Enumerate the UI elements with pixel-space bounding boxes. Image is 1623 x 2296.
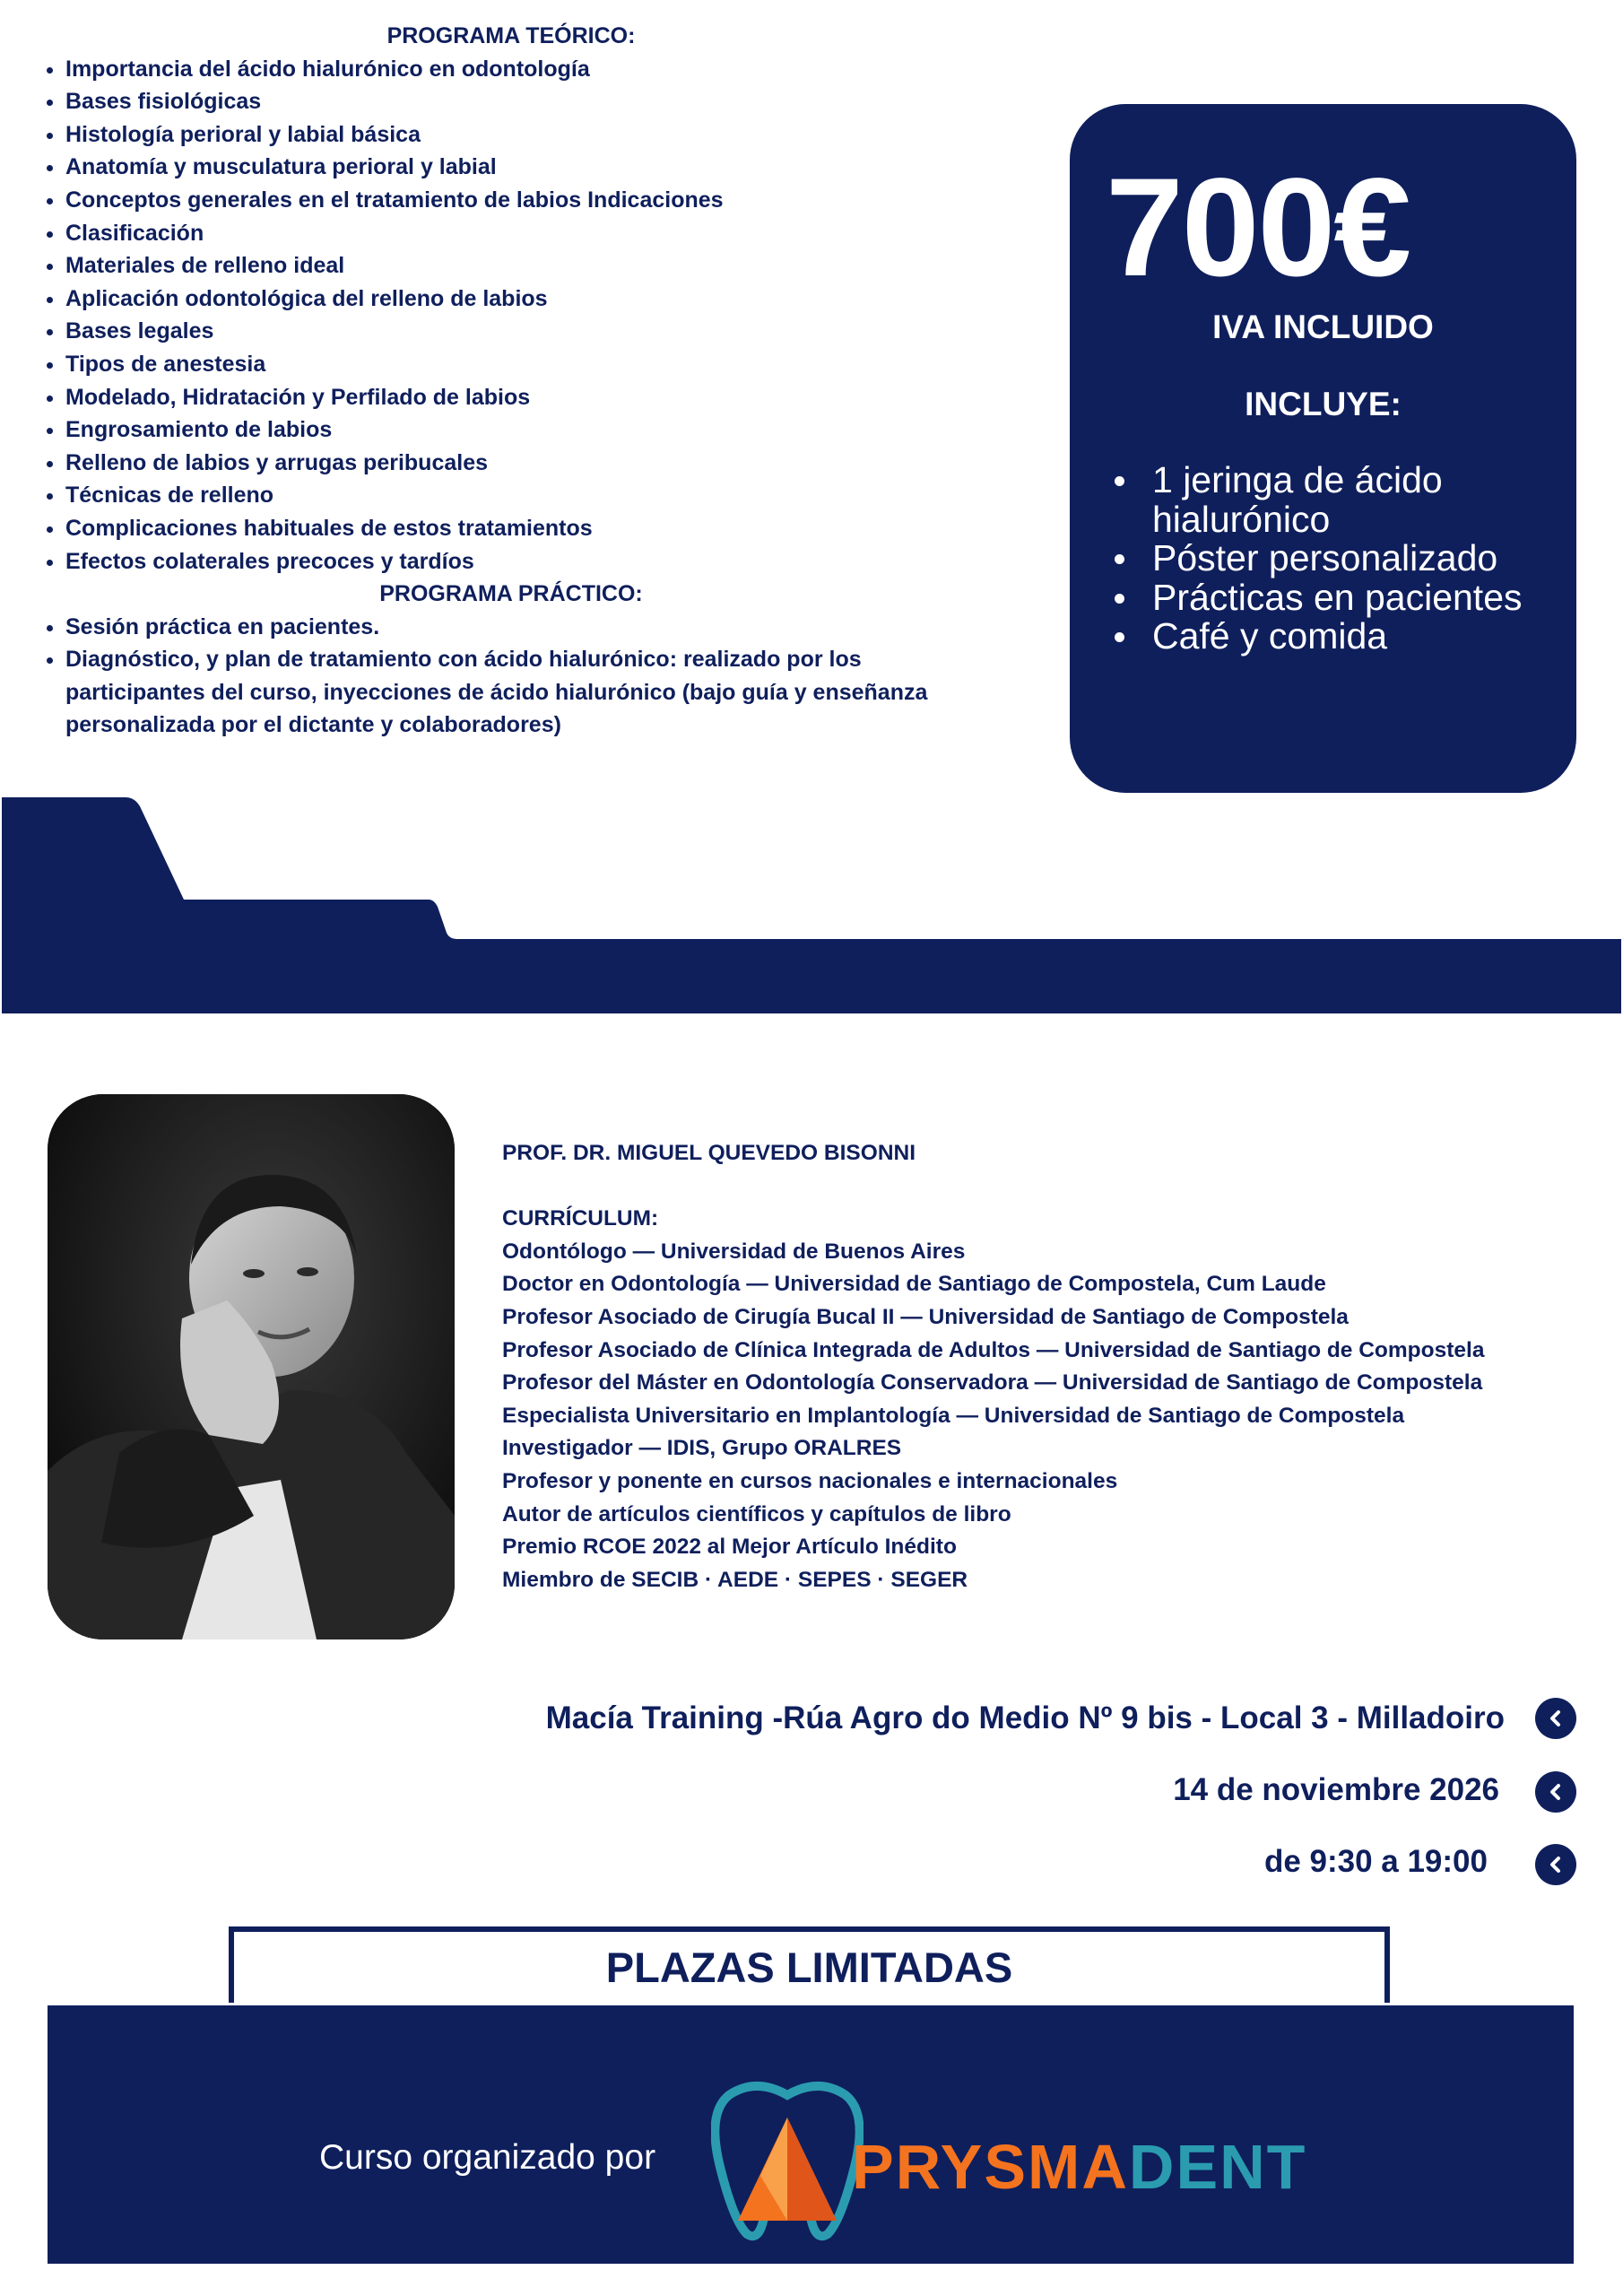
professor-name: PROF. DR. MIGUEL QUEVEDO BISONNI <box>502 1141 916 1165</box>
list-item: • Clasificación <box>65 217 1031 250</box>
event-date: 14 de noviembre 2026 <box>1173 1772 1499 1807</box>
brand-name <box>852 2131 1306 2203</box>
includes-list <box>1152 461 1565 657</box>
list-item: • Anatomía y musculatura perioral y labial <box>65 151 1031 184</box>
list-item: • Diagnóstico, y plan de tratamiento con ácido hialurónico: realizado por los participantes del curso, inyecciones de ácido hialurónico (bajo guía y enseñanza personalizada por el dictante y colaboradores) <box>65 643 1007 742</box>
practice-heading: PROGRAMA PRÁCTICO: <box>379 581 643 607</box>
footer <box>48 2005 1574 2264</box>
price-card <box>1070 104 1576 793</box>
theory-list <box>36 53 1031 578</box>
price: 700€ <box>1106 150 1410 306</box>
list-item: • Materiales de relleno ideal <box>65 249 1031 283</box>
list-item: • Modelado, Hidratación y Perfilado de labios <box>65 381 1031 414</box>
list-item: • Importancia del ácido hialurónico en odontología <box>65 53 1031 86</box>
tax-note: IVA INCLUIDO <box>1212 309 1434 345</box>
list-item: • Efectos colaterales precoces y tardíos <box>65 545 1031 578</box>
cv-item: Profesor y ponente en cursos nacionales e internacionales <box>502 1468 1118 1493</box>
list-item: 1 jeringa de ácido hialurónico <box>1152 461 1565 539</box>
list-item: • Técnicas de relleno <box>65 479 1031 512</box>
list-item: • Histología perioral y labial básica <box>65 118 1031 152</box>
event-date-row <box>807 1763 1499 1817</box>
list-item: • Tipos de anestesia <box>65 348 1031 381</box>
chevron-left-icon <box>1535 1771 1576 1813</box>
cv-heading: CURRÍCULUM: <box>502 1206 659 1231</box>
cv-item: Investigador — IDIS, Grupo ORALRES <box>502 1436 902 1461</box>
list-item: • Engrosamiento de labios <box>65 413 1031 447</box>
prysmadent-logo-icon <box>711 2077 864 2248</box>
list-item: Café y comida <box>1152 617 1565 657</box>
cv-item: Miembro de SECIB · AEDE · SEPES · SEGER <box>502 1567 968 1592</box>
list-item: • Bases fisiológicas <box>65 85 1031 118</box>
decorative-banner <box>0 794 1623 1013</box>
list-item: • Aplicación odontológica del relleno de labios <box>65 283 1031 316</box>
cv-item: Odontólogo — Universidad de Buenos Aires <box>502 1239 966 1264</box>
chevron-left-icon <box>1535 1844 1576 1885</box>
practice-list <box>36 611 1031 742</box>
list-item: Prácticas en pacientes <box>1152 578 1565 618</box>
plazas-limitadas: PLAZAS LIMITADAS <box>605 1944 1013 1991</box>
professor-photo <box>48 1094 455 1639</box>
cv-item: Profesor del Máster en Odontología Conservadora — Universidad de Santiago de Compostela <box>502 1370 1483 1396</box>
event-time: de 9:30 a 19:00 <box>1263 1844 1488 1879</box>
includes-heading: INCLUYE: <box>1245 386 1402 422</box>
cv-item: Autor de artículos científicos y capítulos de libro <box>502 1501 1011 1526</box>
theory-heading: PROGRAMA TEÓRICO: <box>386 23 636 48</box>
list-item: • Conceptos generales en el tratamiento de labios Indicaciones <box>65 184 1031 217</box>
chevron-left-icon <box>1535 1698 1576 1739</box>
cv-item: Profesor Asociado de Cirugía Bucal II — Universidad de Santiago de Compostela <box>502 1304 1349 1329</box>
list-item: Póster personalizado <box>1152 539 1565 578</box>
cv-item: Premio RCOE 2022 al Mejor Artículo Inédito <box>502 1535 957 1560</box>
event-time-row <box>807 1835 1488 1889</box>
list-item: • Complicaciones habituales de estos tratamientos <box>65 512 1031 545</box>
cv-item: Especialista Universitario en Implantología — Universidad de Santiago de Compostela <box>502 1403 1405 1428</box>
list-item: • Bases legales <box>65 315 1031 348</box>
cv-item: Doctor en Odontología — Universidad de Santiago de Compostela, Cum Laude <box>502 1272 1326 1297</box>
professor-cv <box>502 1137 1596 1596</box>
brand-part1: PRYSMA <box>852 2132 1129 2202</box>
event-location-row <box>269 1692 1505 1745</box>
program-section <box>36 20 1031 742</box>
list-item: • Relleno de labios y arrugas peribucales <box>65 447 1031 480</box>
cv-item: Profesor Asociado de Clínica Integrada de Adultos — Universidad de Santiago de Compostela <box>502 1337 1485 1362</box>
organized-by-text: Curso organizado por <box>319 2138 656 2177</box>
event-location: Macía Training -Rúa Agro do Medio Nº 9 bis - Local 3 - Milladoiro <box>545 1700 1505 1735</box>
list-item: • Sesión práctica en pacientes. <box>65 611 1031 644</box>
brand-part2: DENT <box>1128 2132 1307 2202</box>
